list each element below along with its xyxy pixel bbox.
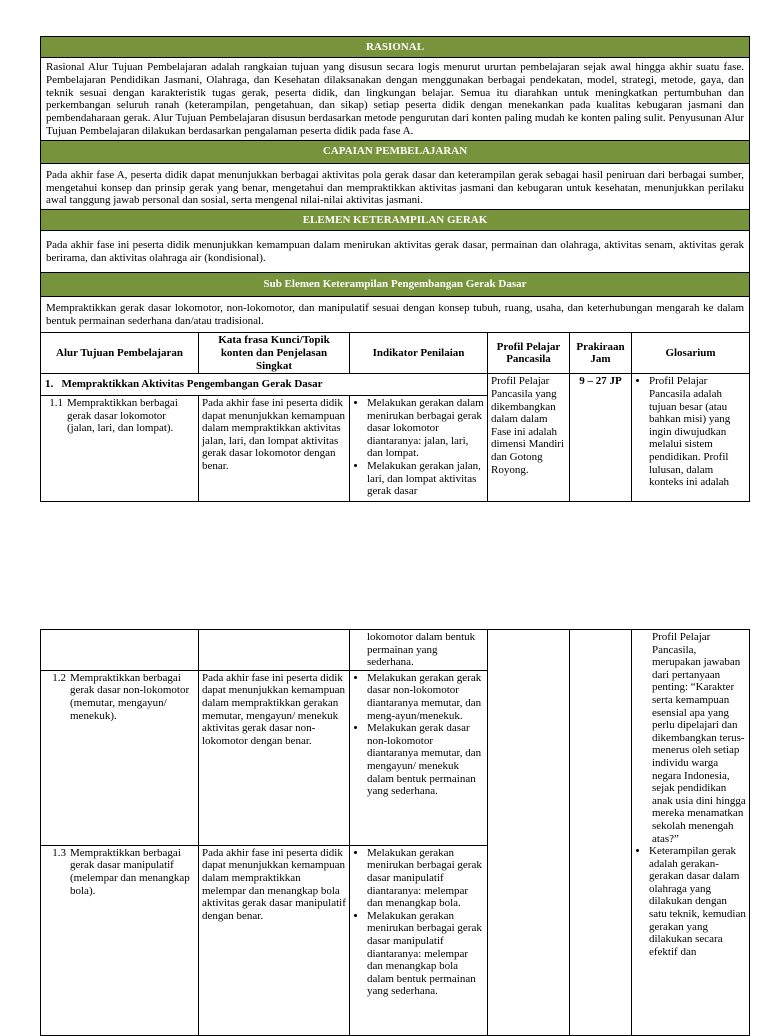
indikator-1-2-item: • Melakukan gerak dasar non-lokomotor diantaranya memutar, dan mengayun/ menekuk dalam bentuk permainan yang sederhana. [367,722,484,798]
atp-1-2-number: 1.2 [52,671,66,684]
glosarium-profil-continued: Profil Pelajar Pancasila, merupakan jawaban dari pertanyaan penting: “Karakter serta kemampuan esensial apa yang perlu dipelajari dan dikembangkan terus-menerus oleh setiap individu warga negara Indonesia, sejak pendidikan anak usia dini hingga mereka menamatkan sekolah menengah atas?” [652,631,746,845]
header-kata-kunci: Kata frasa Kunci/Topik konten dan Penjelasan Singkat [199,333,350,374]
glosarium-item-keterampilan: • Keterampilan gerak adalah gerakan-gerakan dasar dalam olahraga yang dilakukan dengan satu teknik, kemudian gerakan yang dilakukan secara efektif dan [649,845,746,958]
indikator-1-1-item: • Melakukan gerakan dalam menirukan berbagai gerak dasar lokomotor diantaranya: jalan, lari, dan lompat. [367,397,484,460]
header-profil: Profil Pelajar Pancasila [488,333,570,374]
kata-1-1: Pada akhir fase ini peserta didik dapat menunjukkan kemampuan dalam mempraktikkan aktivitas jalan, lari, dan lompat aktivitas gerak dasar lokomotor dengan benar. [199,395,350,501]
kata-1-3: Pada akhir fase ini peserta didik dapat menunjukkan kemampuan dalam mempraktikkan melempar dan menangkap bola aktivitas gerak dasar manipulatif dengan benar. [199,845,350,1035]
sub-elemen-text: Mempraktikkan gerak dasar lokomotor, non-lokomotor, dan manipulatif sesuai dengan konsep tubuh, ruang, usaha, dan keterhubungan mengarah ke dalam bentuk permainan sederhana dan/atau tradisional. [41,296,750,333]
glosarium-cell [632,374,750,502]
capaian-text: Pada akhir fase A, peserta didik dapat menunjukkan berbagai aktivitas pola gerak dasar dan keterampilan gerak sebagai hasil peniruan dari berbagai sumber, mengetahui konsep dan prinsip gerak yang benar, mengetahui dan mempraktikkan aktivitas jasmani dan kebugaran untuk kesehatan, menunjukkan perilaku awal tanggung jawab personal dan sosial, serta mengenal nilai-nilai aktivitas jasmani. [41,163,750,209]
indikator-1-3 [350,845,488,1035]
header-jam: Prakiraan Jam [570,333,632,374]
document-table-top [40,36,750,502]
atp-1-2-text: Mempraktikkan berbagai gerak dasar non-lokomotor (memutar, mengayun/ menekuk). [70,671,190,722]
header-indikator: Indikator Penilaian [350,333,488,374]
rasional-heading: RASIONAL [41,37,750,58]
indikator-1-2-item: • Melakukan gerakan gerak dasar non-lokomotor diantaranya memutar, dan meng-ayun/menekuk. [367,672,484,722]
capaian-heading: CAPAIAN PEMBELAJARAN [41,140,750,163]
profil-continued-empty [488,630,570,1036]
atp-1-3 [41,845,199,1035]
section-row [41,374,488,396]
jam-continued-empty [570,630,632,1036]
indikator-1-3-item: • Melakukan gerakan menirukan berbagai gerak dasar manipulatif diantaranya: melempar dan menangkap bola dalam bentuk permainan yang sederhana. [367,910,484,998]
elemen-text: Pada akhir fase ini peserta didik menunjukkan kemampuan dalam menirukan aktivitas gerak dasar, permainan dan olahraga, aktivitas senam, aktivitas gerak berirama, dan aktivitas olahraga air (kondisional). [41,231,750,273]
glosarium-item-profil: • Profil Pelajar Pancasila adalah tujuan besar (atau bahkan misi) yang ingin diwujudkan melalui sistem pendidikan. Profil lulusan, dalam konteks ini adalah [649,375,746,488]
glosarium-continued [632,630,750,1036]
header-atp: Alur Tujuan Pembelajaran [41,333,199,374]
indikator-1-1 [350,395,488,501]
atp-1-1 [41,395,199,501]
atp-continued-empty [41,630,199,671]
page-1 [40,36,749,502]
indikator-1-1-item: • Melakukan gerakan jalan, lari, dan lompat aktivitas gerak dasar [367,460,484,498]
section-title: Mempraktikkan Aktivitas Pengembangan Gerak Dasar [61,378,323,391]
atp-1-3-number: 1.3 [52,846,66,859]
elemen-heading: ELEMEN KETERAMPILAN GERAK [41,210,750,231]
indikator-1-1-continued: lokomotor dalam bentuk permainan yang sederhana. [350,630,488,671]
atp-1-2 [41,670,199,845]
rasional-text: Rasional Alur Tujuan Pembelajaran adalah rangkaian tujuan yang disusun secara logis menurut ururtan pembelajaran sejak awal hingga akhir suatu fase. Pembelajaran Pendidikan Jasmani, Olahraga, dan Kesehatan dilaksanakan dengan menggunakan berbagai pendekatan, model, strategi, metode, gaya, dan teknik sesuai dengan karakteristik tugas gerak, peserta didik, dan lingkungan belajar. Semua itu diarahkan untuk meningkatkan pertumbuhan dan perkembangan seluruh ranah (keterampilan, pengetahuan, dan sikap) setiap peserta didik dengan menekankan pada kualitas kebugaran jasmani dan pembendaharaan gerak. Alur Tujuan Pembelajaran disusun berdasarkan metode pengurutan dari konten paling mudah ke konten paling sulit. Penyusunan Alur Tujuan Pembelajaran dilakukan berdasarkan pengalaman peserta didik pada fase A. [41,58,750,141]
sub-elemen-heading: Sub Elemen Keterampilan Pengembangan Gerak Dasar [41,272,750,296]
kata-1-2: Pada akhir fase ini peserta didik dapat menunjukkan kemampuan dalam mempraktikkan gerakan memutar, mengayun/ menekuk aktivitas gerak dasar non-lokomotor dengan benar. [199,670,350,845]
section-number: 1. [45,378,54,391]
header-glosarium: Glosarium [632,333,750,374]
jam-cell: 9 – 27 JP [570,374,632,502]
indikator-1-2 [350,670,488,845]
indikator-1-3-item: • Melakukan gerakan menirukan berbagai gerak dasar manipulatif diantaranya: melempar dan menangkap bola. [367,847,484,910]
kata-continued-empty [199,630,350,671]
atp-1-1-number: 1.1 [49,396,63,409]
page-2 [40,629,749,1036]
atp-1-3-text: Mempraktikkan berbagai gerak dasar manipulatif (melempar dan menangkap bola). [70,846,190,897]
document-table-continued [40,629,750,1036]
profil-cell: Profil Pelajar Pancasila yang dikembangkan dalam dalam Fase ini adalah dimensi Mandiri dan Gotong Royong. [488,374,570,502]
atp-1-1-text: Mempraktikkan berbagai gerak dasar lokomotor (jalan, lari, dan lompat). [67,396,178,435]
